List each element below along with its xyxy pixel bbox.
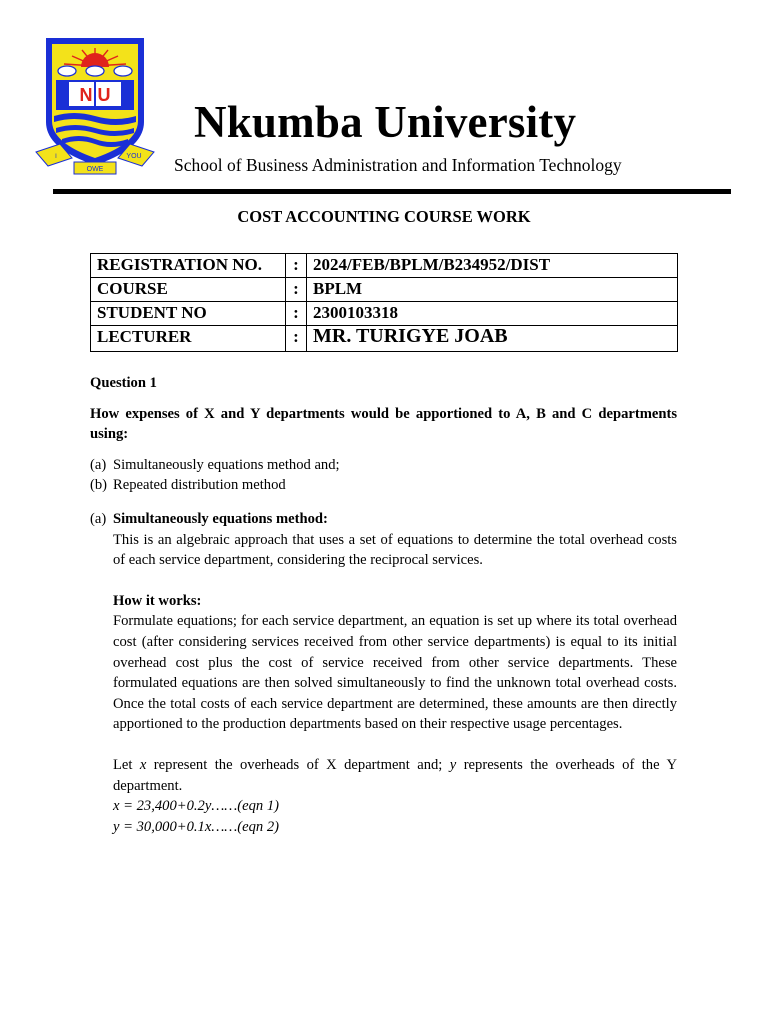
logo-ribbon-left: I <box>55 154 57 160</box>
list-item <box>90 455 677 476</box>
equation-2: y = 30,000+0.1x……(eqn 2) <box>113 818 280 835</box>
document-body <box>90 373 677 837</box>
logo-ribbon-center: OWE <box>86 166 104 173</box>
logo-letters: N U <box>79 85 111 105</box>
info-label: REGISTRATION NO. <box>91 254 286 278</box>
info-value: 2300103318 <box>307 302 678 326</box>
var-y: y <box>449 756 457 773</box>
info-separator: : <box>286 254 307 278</box>
table-row <box>91 302 678 326</box>
question-text: How expenses of X and Y departments would be apportioned to A, B and C departments using: <box>90 405 677 443</box>
university-logo <box>34 36 156 178</box>
header-divider <box>53 189 731 194</box>
how-it-works-text: Formulate equations; for each service department, an equation is set up where its total overhead cost (after considering services received from other service departments) is equal to its initial overhead cost plus the cost of service received from other service departments. These formulated equations are then solved simultaneously to find the unknown total overhead costs. Once the total costs of each service department are determined, these amounts are then directly apportioned to the production departments based on their respective usage percentages. <box>113 613 677 733</box>
question-heading: Question 1 <box>90 375 157 391</box>
info-label: COURSE <box>91 278 286 302</box>
school-name: School of Business Administration and Information Technology <box>174 155 622 175</box>
university-name: Nkumba University <box>194 97 577 147</box>
info-value: MR. TURIGYE JOAB <box>307 326 678 352</box>
how-it-works-heading: How it works: <box>113 592 202 609</box>
logo-ribbon-right: YOU <box>126 153 142 160</box>
info-value: 2024/FEB/BPLM/B234952/DIST <box>307 254 678 278</box>
student-info-table <box>90 253 678 352</box>
document-title: COST ACCOUNTING COURSE WORK <box>237 207 531 226</box>
let-text-2: represent the overheads of X department and; <box>146 756 450 773</box>
let-text-3: represents the overheads of the Y department. <box>113 756 677 794</box>
list-text: Simultaneously equations method and; <box>113 456 340 473</box>
info-label: STUDENT NO <box>91 302 286 326</box>
info-label: LECTURER <box>91 326 286 352</box>
list-marker: (b) <box>90 477 108 494</box>
var-x: x <box>139 756 147 773</box>
section-heading: Simultaneously equations method: <box>113 510 328 527</box>
let-text-1: Let <box>113 756 140 773</box>
info-value: BPLM <box>307 278 678 302</box>
list-text: Repeated distribution method <box>113 477 286 494</box>
variable-definition <box>113 755 677 796</box>
section-marker: (a) <box>90 510 107 527</box>
list-item <box>90 475 677 496</box>
table-row <box>91 326 678 352</box>
equation-1: x = 23,400+0.2y……(eqn 1) <box>113 798 280 815</box>
section-intro: This is an algebraic approach that uses a set of equations to determine the total overhead costs of each service department, considering the reciprocal services. <box>113 531 677 569</box>
section-a <box>90 509 677 837</box>
table-row <box>91 278 678 302</box>
table-row <box>91 254 678 278</box>
info-separator: : <box>286 302 307 326</box>
info-separator: : <box>286 278 307 302</box>
question-options <box>90 455 677 496</box>
info-separator: : <box>286 326 307 352</box>
list-marker: (a) <box>90 456 107 473</box>
